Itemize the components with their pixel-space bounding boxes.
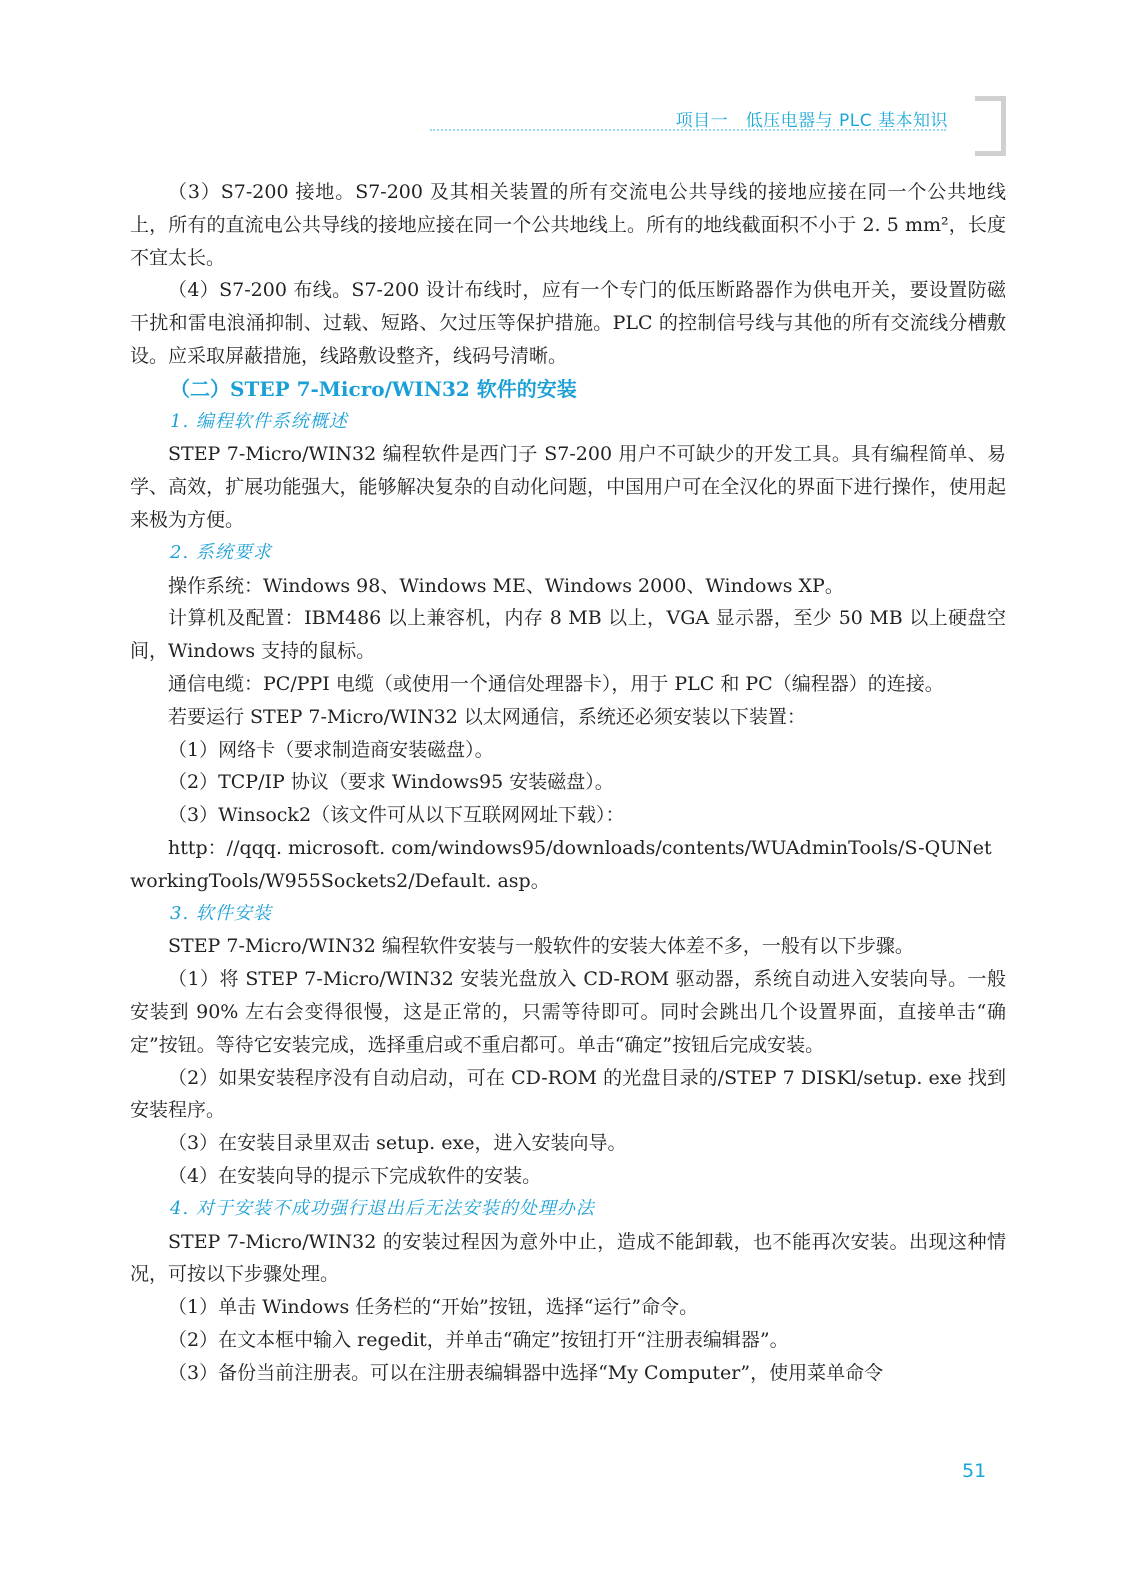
- paragraph-computer: 计算机及配置：IBM486 以上兼容机，内存 8 MB 以上，VGA 显示器，至少 50 MB 以上硬盘空间，Windows 支持的鼠标。: [130, 607, 1006, 663]
- install-step-1: （1）将 STEP 7-Micro/WIN32 安装光盘放入 CD-ROM 驱动器，系统自动进入安装向导。一般安装到 90% 左右会变得很慢，这是正常的，只需等待即可。同时会跳出几个设置界面，直接单击“确定”按钮。等待它安装完成，选择重启或不重启都可。单击“确定”按钮后完成安装。: [130, 968, 1006, 1056]
- header-dotted-rule: [430, 129, 946, 131]
- paragraph-wiring: （4）S7-200 布线。S7-200 设计布线时，应有一个专门的低压断路器作为供电开关，要设置防磁干扰和雷电浪涌抑制、过载、短路、欠过压等保护措施。PLC 的控制信号线与其他的所有交流线分槽敷设。应采取屏蔽措施，线路敷设整齐，线码号清晰。: [130, 279, 1006, 367]
- subheading-requirements: 2. 系统要求: [170, 541, 272, 563]
- download-url: http：//qqq. microsoft. com/windows95/downloads/contents/WUAdminTools/S-QUNetworkingTools/W955Sockets2/Default. asp。: [130, 836, 992, 892]
- fix-step-3: （3）备份当前注册表。可以在注册表编辑器中选择“My Computer”，使用菜单命令: [168, 1361, 884, 1384]
- paragraph-failed-install: STEP 7-Micro/WIN32 的安装过程因为意外中止，造成不能卸载，也不能再次安装。出现这种情况，可按以下步骤处理。: [130, 1230, 1006, 1286]
- paragraph-os: 操作系统：Windows 98、Windows ME、Windows 2000、Windows XP。: [168, 574, 844, 597]
- page-header: [430, 96, 1010, 156]
- fix-step-2: （2）在文本框中输入 regedit，并单击“确定”按钮打开“注册表编辑器”。: [168, 1328, 789, 1351]
- paragraph-install-intro: STEP 7-Micro/WIN32 编程软件安装与一般软件的安装大体差不多，一般有以下步骤。: [168, 935, 914, 958]
- header-title: 项目一 低压电器与 PLC 基本知识: [675, 111, 948, 131]
- install-step-4: （4）在安装向导的提示下完成软件的安装。: [168, 1164, 542, 1187]
- paragraph-grounding: （3）S7-200 接地。S7-200 及其相关装置的所有交流电公共导线的接地应接在同一个公共地线上，所有的直流电公共导线的接地应接在同一个公共地线上。所有的地线截面积不小于 2. 5 mm²，长度不宜太长。: [130, 181, 1006, 269]
- header-bracket-decoration: [975, 96, 1006, 156]
- paragraph-overview: STEP 7-Micro/WIN32 编程软件是西门子 S7-200 用户不可缺少的开发工具。具有编程简单、易学、高效，扩展功能强大，能够解决复杂的自动化问题，中国用户可在全汉化的界面下进行操作，使用起来极为方便。: [130, 443, 1006, 531]
- paragraph-ethernet: 若要运行 STEP 7-Micro/WIN32 以太网通信，系统还必须安装以下装置：: [168, 705, 806, 728]
- paragraph-cable: 通信电缆：PC/PPI 电缆（或使用一个通信处理器卡），用于 PLC 和 PC（编程器）的连接。: [168, 672, 944, 695]
- page-content: [130, 176, 1006, 1389]
- list-item-network-card: （1）网络卡（要求制造商安装磁盘）。: [168, 738, 494, 761]
- list-item-winsock: （3）Winsock2（该文件可从以下互联网网址下载）：: [168, 804, 625, 827]
- fix-step-1: （1）单击 Windows 任务栏的“开始”按钮，选择“运行”命令。: [168, 1296, 699, 1319]
- subheading-software-install: 3. 软件安装: [170, 902, 272, 924]
- install-step-3: （3）在安装目录里双击 setup. exe，进入安装向导。: [168, 1132, 627, 1155]
- list-item-tcpip: （2）TCP/IP 协议（要求 Windows95 安装磁盘）。: [168, 771, 614, 794]
- section-heading-installation: （二）STEP 7-Micro/WIN32 软件的安装: [170, 376, 577, 401]
- subheading-failed-install: 4. 对于安装不成功强行退出后无法安装的处理办法: [170, 1197, 595, 1219]
- subheading-overview: 1. 编程软件系统概述: [170, 410, 348, 432]
- install-step-2: （2）如果安装程序没有自动启动，可在 CD-ROM 的光盘目录的/STEP 7 DISKl/setup. exe 找到安装程序。: [130, 1066, 1006, 1122]
- page-number: 51: [962, 1460, 987, 1482]
